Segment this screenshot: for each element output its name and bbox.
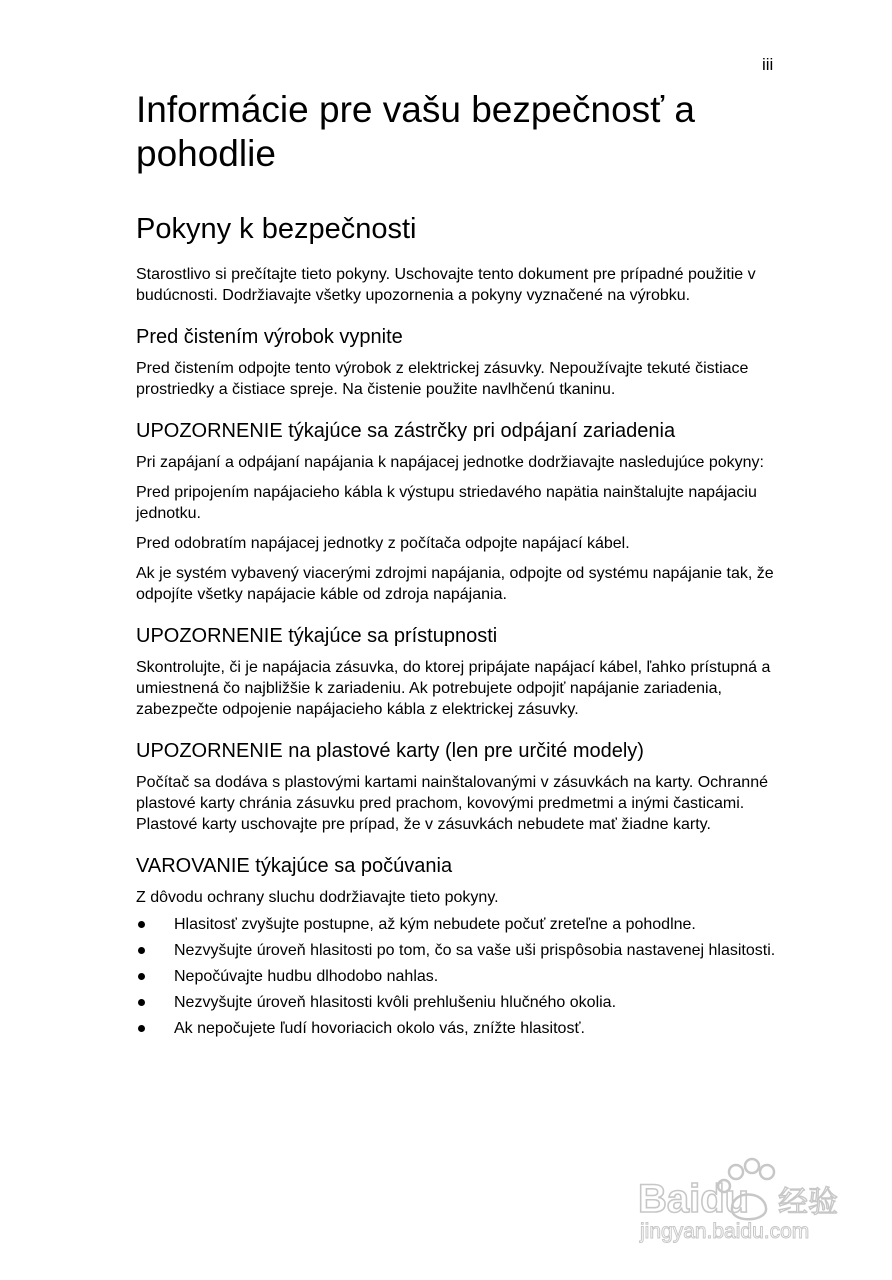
paragraph: Ak je systém vybavený viacerými zdrojmi napájania, odpojte od systému napájanie tak, že odpojíte všetky napájacie káble od zdroja napájania. xyxy=(136,565,774,603)
bullet-icon xyxy=(138,921,145,928)
list-item-text: Hlasitosť zvyšujte postupne, až kým nebudete počuť zreteľne a pohodlne. xyxy=(174,916,696,933)
paragraph: Počítač sa dodáva s plastovými kartami nainštalovanými v zásuvkách na karty. Ochranné plastové karty chránia zásuvku pred prachom, kovovými predmetmi a inými časticami. Plastové karty uschovajte pre prípad, že v zásuvkách nebudete mať žiadne karty. xyxy=(136,774,768,833)
watermark-url: jingyan.baidu.com xyxy=(640,1220,810,1243)
subsection-title: UPOZORNENIE na plastové karty (len pre určité modely) xyxy=(136,740,644,762)
subsection-title: UPOZORNENIE týkajúce sa prístupnosti xyxy=(136,625,498,647)
document-title: Informácie pre vašu bezpečnosť a pohodlie xyxy=(136,89,695,174)
subsection-cleaning xyxy=(136,325,786,400)
list-item xyxy=(136,966,786,987)
subsection-title: VAROVANIE týkajúce sa počúvania xyxy=(136,855,453,877)
paragraph: Pred odobratím napájacej jednotky z počítača odpojte napájací kábel. xyxy=(136,535,630,552)
subsection-plastic-cards-warning xyxy=(136,739,786,835)
list-item-text: Nezvyšujte úroveň hlasitosti kvôli prehlušeniu hlučného okolia. xyxy=(174,994,617,1011)
subsection-accessibility-warning xyxy=(136,624,786,720)
page-number: iii xyxy=(762,55,774,74)
list-item xyxy=(136,1018,786,1039)
bullet-icon xyxy=(138,973,145,980)
list-item xyxy=(136,940,786,961)
paragraph: Pri zapájaní a odpájaní napájania k napájacej jednotke dodržiavajte nasledujúce pokyny: xyxy=(136,454,764,471)
list-item xyxy=(136,992,786,1013)
list-item-text: Nezvyšujte úroveň hlasitosti po tom, čo sa vaše uši prispôsobia nastavenej hlasitosti. xyxy=(174,942,776,959)
list-item-text: Nepočúvajte hudbu dlhodobo nahlas. xyxy=(174,968,439,985)
bullet-icon xyxy=(138,1025,145,1032)
watermark-brand: Baidu xyxy=(638,1177,750,1221)
bullet-icon xyxy=(138,999,145,1006)
subsection-title: UPOZORNENIE týkajúce sa zástrčky pri odpájaní zariadenia xyxy=(136,420,676,442)
document-body xyxy=(136,88,786,1058)
intro-paragraph: Starostlivo si prečítajte tieto pokyny. Uschovajte tento dokument pre prípadné použitie v budúcnosti. Dodržiavajte všetky upozornenia a pokyny vyznačené na výrobku. xyxy=(136,266,756,304)
subsection-listening-warning xyxy=(136,854,786,1039)
watermark-cn-text: 经验 xyxy=(778,1185,838,1220)
paragraph: Pred pripojením napájacieho kábla k výstupu striedavého napätia nainštalujte napájaciu jednotku. xyxy=(136,484,757,522)
subsection-plug-warning xyxy=(136,419,786,605)
baidu-watermark-logo xyxy=(636,1150,846,1246)
section-title: Pokyny k bezpečnosti xyxy=(136,213,417,245)
intro-block xyxy=(136,264,786,306)
paragraph: Z dôvodu ochrany sluchu dodržiavajte tieto pokyny. xyxy=(136,889,499,906)
paragraph: Pred čistením odpojte tento výrobok z elektrickej zásuvky. Nepoužívajte tekuté čistiace prostriedky a čistiace spreje. Na čistenie použite navlhčenú tkaninu. xyxy=(136,360,749,398)
subsection-title: Pred čistením výrobok vypnite xyxy=(136,326,403,348)
bullet-icon xyxy=(138,947,145,954)
list-item-text: Ak nepočujete ľudí hovoriacich okolo vás, znížte hlasitosť. xyxy=(174,1020,585,1037)
list-item xyxy=(136,914,786,935)
paragraph: Skontrolujte, či je napájacia zásuvka, do ktorej pripájate napájací kábel, ľahko prístupná a umiestnená čo najbližšie k zariadeniu. Ak potrebujete odpojiť napájanie zariadenia, zabezpečte odpojenie napájacieho kábla z elektrickej zásuvky. xyxy=(136,659,771,718)
bullet-list xyxy=(136,914,786,1039)
